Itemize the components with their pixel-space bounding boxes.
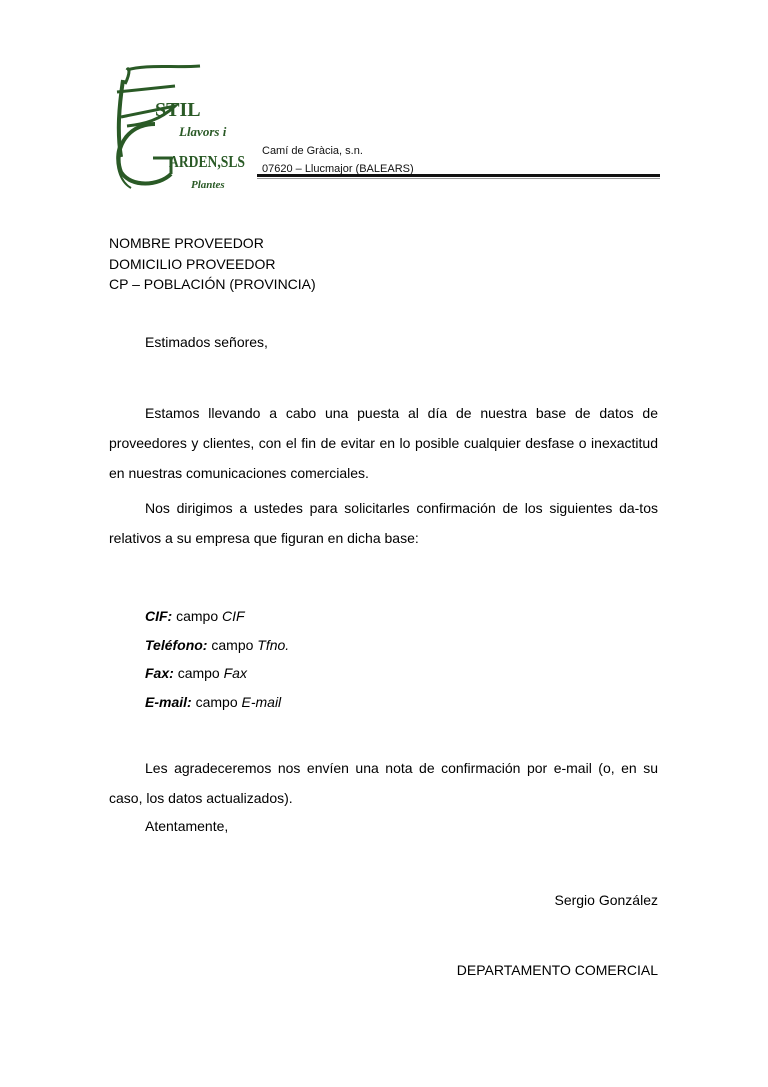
recipient-block: [109, 233, 316, 295]
field-prefix: campo: [176, 608, 219, 624]
paragraph-3-text: Les agradeceremos nos envíen una nota de confirmación por e-mail (o, en su caso, los datos actualizados).: [109, 760, 658, 806]
logo-line2: Llavors i: [179, 124, 227, 139]
company-logo-image: [105, 62, 255, 192]
logo-line1: STIL: [155, 99, 201, 121]
field-value: E-mail: [241, 693, 282, 710]
department: DEPARTAMENTO COMERCIAL: [456, 962, 658, 978]
body-paragraph-2: [109, 493, 658, 553]
recipient-address: DOMICILIO PROVEEDOR: [109, 255, 276, 272]
field-label: E-mail:: [145, 693, 192, 710]
paragraph-1-text: Estamos llevando a cabo una puesta al día de nuestra base de datos de proveedores y clientes, con el fin de evitar en lo posible cualquier desfase o inexactitud en nuestras comunicaciones comerciales.: [109, 405, 658, 481]
logo-line3: ARDEN,SLS: [169, 152, 245, 171]
header-divider-thin: [257, 178, 660, 179]
field-list: [145, 602, 289, 716]
field-value: CIF: [222, 608, 245, 624]
field-fax: [145, 659, 289, 688]
recipient-city: CP – POBLACIÓN (PROVINCIA): [109, 276, 316, 292]
field-cif: [145, 602, 289, 631]
field-prefix: campo: [177, 665, 220, 681]
field-telefono: [145, 631, 289, 660]
body-paragraph-3: [109, 753, 658, 813]
body-paragraph-1: [109, 398, 658, 488]
field-label: Teléfono:: [145, 636, 208, 653]
logo-line4: Plantes: [191, 179, 225, 191]
signer-name: Sergio González: [554, 892, 658, 908]
field-value: Tfno.: [257, 636, 290, 653]
field-label: Fax:: [145, 665, 174, 681]
field-prefix: campo: [211, 636, 254, 653]
salutation: Estimados señores,: [145, 334, 268, 350]
address-line-2: 07620 – Llucmajor (BALEARS): [262, 163, 414, 175]
closing: Atentamente,: [145, 818, 229, 834]
field-label: CIF:: [145, 608, 173, 624]
field-email: [145, 688, 289, 717]
company-address: [262, 142, 414, 178]
field-prefix: campo: [195, 693, 238, 710]
paragraph-2-text: Nos dirigimos a ustedes para solicitarles confirmación de los siguientes da-tos relativos a su empresa que figuran en dicha base:: [109, 500, 658, 546]
field-value: Fax: [223, 665, 247, 681]
header-divider: [257, 174, 660, 177]
address-line-1: Camí de Gràcia, s.n.: [262, 145, 363, 157]
recipient-name: NOMBRE PROVEEDOR: [109, 235, 264, 251]
company-logo: [105, 62, 255, 192]
